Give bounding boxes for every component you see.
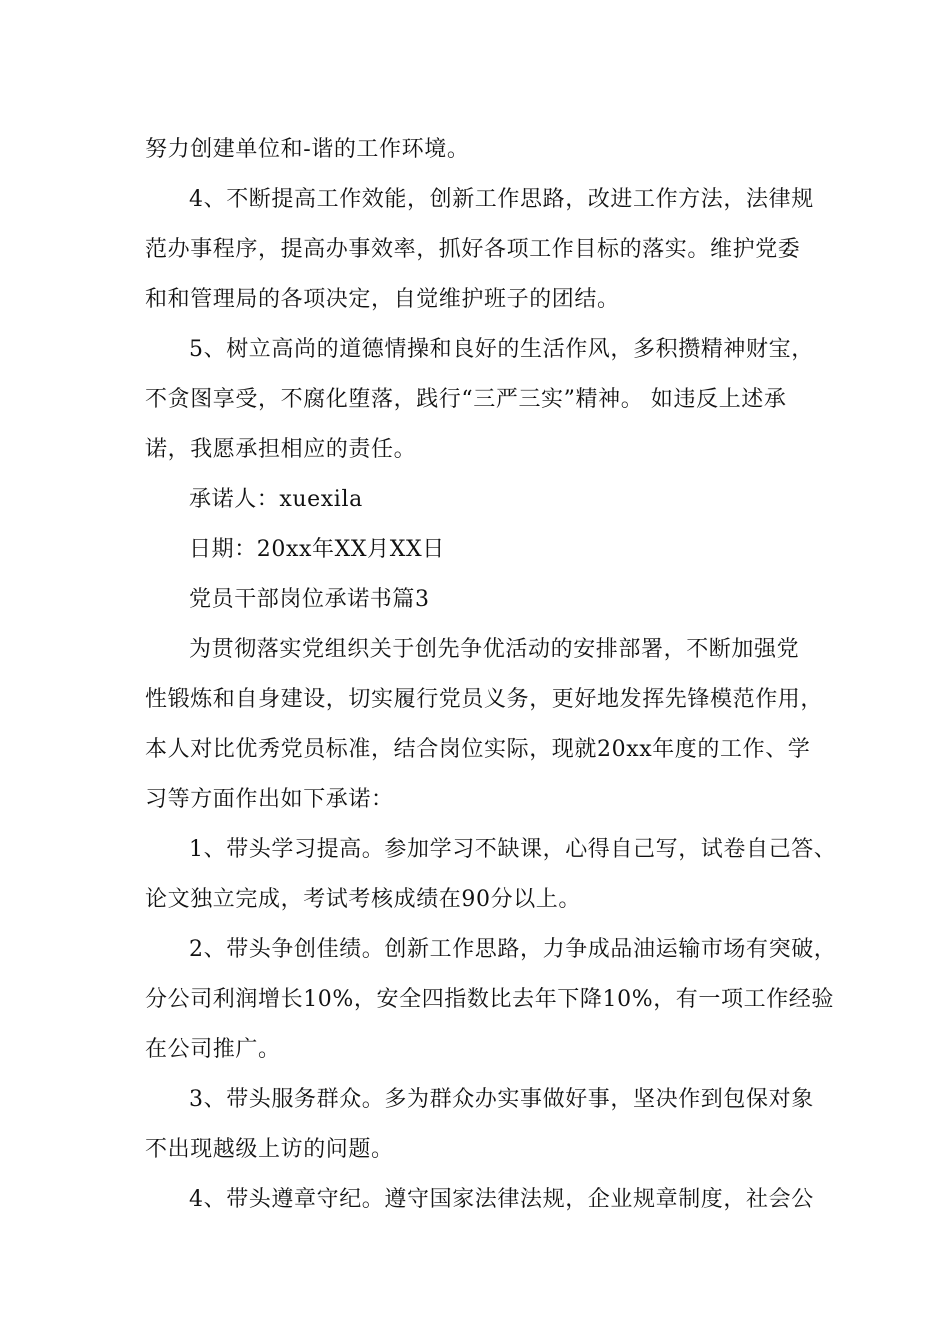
text-line: 在公司推广。 — [145, 1037, 281, 1062]
text-line: 努力创建单位和-谐的工作环境。 — [145, 137, 470, 162]
text-line: 5、树立高尚的道德情操和良好的生活作风，多积攒精神财宝， — [189, 337, 814, 362]
text-line: 不贪图享受，不腐化堕落，践行“三严三实”精神。 如违反上述承 — [145, 387, 787, 412]
text-line: 诺，我愿承担相应的责任。 — [145, 437, 417, 462]
text-line: 范办事程序，提高办事效率，抓好各项工作目标的落实。维护党委 — [145, 237, 801, 262]
text-line: 4、带头遵章守纪。遵守国家法律法规，企业规章制度，社会公 — [189, 1187, 814, 1212]
text-line: 分公司利润增长10%，安全四指数比去年下降10%，有一项工作经验 — [145, 987, 834, 1012]
text-line: 本人对比优秀党员标准，结合岗位实际，现就20xx年度的工作、学 — [145, 737, 811, 762]
text-line: 3、带头服务群众。多为群众办实事做好事，坚决作到包保对象 — [189, 1087, 814, 1112]
text-line: 4、不断提高工作效能，创新工作思路，改进工作方法，法律规 — [189, 187, 814, 212]
text-line: 习等方面作出如下承诺： — [145, 787, 394, 812]
date-line: 日期：20xx年XX月XX日 — [189, 537, 445, 562]
text-line: 2、带头争创佳绩。创新工作思路，力争成品油运输市场有突破， — [189, 937, 837, 962]
section-title: 党员干部岗位承诺书篇3 — [189, 587, 430, 612]
signer-line: 承诺人：xuexila — [189, 487, 363, 512]
text-line: 和和管理局的各项决定，自觉维护班子的团结。 — [145, 287, 620, 312]
text-line: 性锻炼和自身建设，切实履行党员义务，更好地发挥先锋模范作用， — [145, 687, 824, 712]
text-line: 为贯彻落实党组织关于创先争优活动的安排部署，不断加强党 — [189, 637, 800, 662]
text-line: 论文独立完成，考试考核成绩在90分以上。 — [145, 887, 581, 912]
text-line: 1、带头学习提高。参加学习不缺课，心得自己写，试卷自己答、 — [189, 837, 837, 862]
text-line: 不出现越级上访的问题。 — [145, 1137, 394, 1162]
